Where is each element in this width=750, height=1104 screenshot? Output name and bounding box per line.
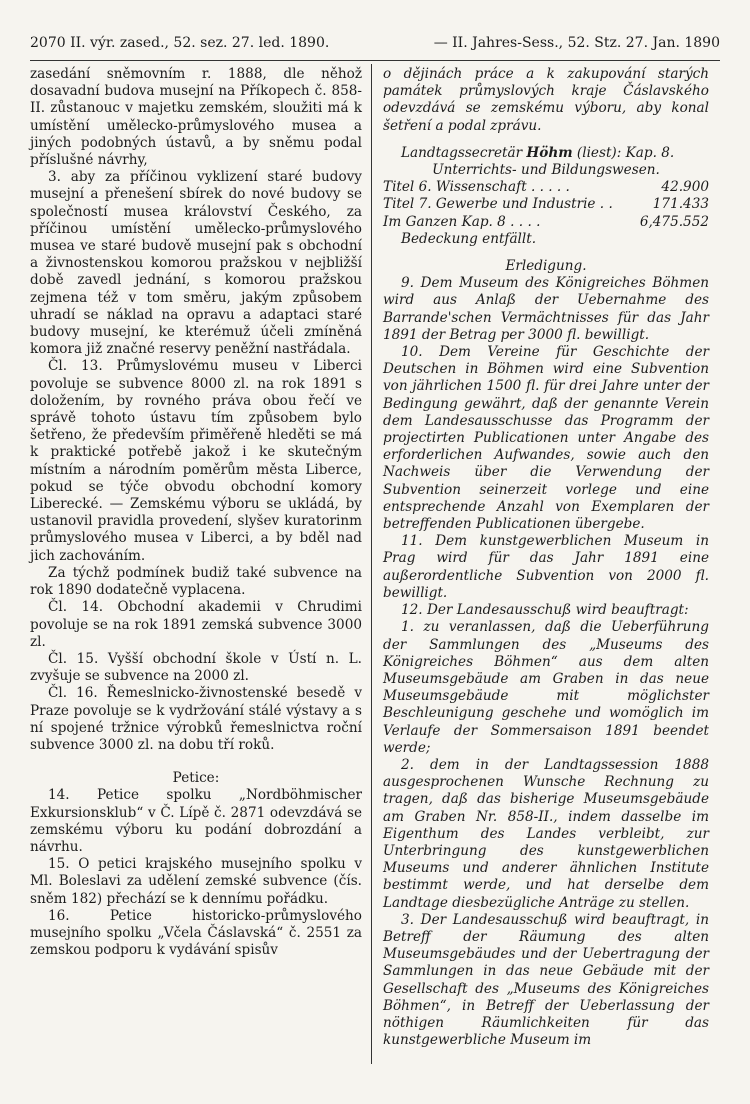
- budget-row: [383, 196, 709, 213]
- paragraph: 16. Petice historicko-průmyslového musejního spolku „Včela Čáslavská“ č. 2551 za zemskou podporu k vydávání spisův: [30, 907, 362, 959]
- budget-label: Titel 7. Gewerbe und Industrie . .: [383, 196, 613, 213]
- header-german: — II. Jahres-Sess., 52. Stz. 27. Jan. 1890: [433, 35, 720, 51]
- paragraph: 15. O petici krajského musejního spolku v Ml. Boleslavi za udělení zemské subvence (čís. sněm 182) přechází se k dennímu pořádku.: [30, 856, 362, 907]
- paragraph: 3. aby za příčinou vyklizení staré budovy musejní a přenešení sbírek do nové budovy se společností musea království Českého, za příčinou umístění umělecko-průmyslového musea ve staré budově musejní pak s obchodní a živnostenskou komorou pražskou v nejbližší době zavedl jednání, s komorou pražskou zejmena též v tom směru, jakým způsobem uhradí se náklad na opravu a adaptaci staré budovy musejní, ke kterémuž účeli zmíněná komora již značné reservy peněžní nastřádala.: [30, 169, 362, 358]
- paragraph: Čl. 16. Řemeslnicko-živnostenské besedě v Praze povoluje se k vydržování stálé výstavy a s ní spojené tržnice výrobků řemeslnictva roční subvence 3000 zl. na dobu tří roků.: [30, 685, 362, 753]
- paragraph: 2. dem in der Landtagssession 1888 ausgesprochenen Wunsche Rechnung zu tragen, daß das bisherige Museumsgebäude am Graben Nr. 858-II., indem dasselbe im Eigenthum des Landes verbleibt, zur Unterbringung des kunstgewerblichen Museums und anderer ähnlichen Institute bestimmt werde, und hat derselbe dem Landtage diesbezügliche Anträge zu stellen.: [383, 756, 709, 911]
- column-divider: [371, 64, 372, 1064]
- header-czech: 2070 II. výr. zased., 52. sez. 27. led. 1890.: [30, 35, 330, 51]
- header-rule: [30, 60, 720, 61]
- paragraph: Čl. 14. Obchodní akademii v Chrudimi povoluje se na rok 1891 zemská subvence 3000 zl.: [30, 599, 362, 650]
- paragraph: 3. Der Landesausschuß wird beauftragt, in Betreff der Räumung des alten Museumsgebäudes und der Uebertragung der Sammlungen in das neue Gebäude mit der Gesellschaft des „Museums des Königreiches Böhmen“, in Betreff der Ueberlassung der nöthigen Räumlichkeiten für das kunstgewerbliche Museum im: [383, 911, 709, 1049]
- paragraph: zasedání sněmovním r. 1888, dle něhož dosavadní budova musejní na Příkopech č. 858-II. zůstanouc v majetku zemském, sloužiti má k umístění umělecko-průmyslového musea a jiných podobných ústavů, a by sněmu podal příslušné návrhy,: [30, 66, 362, 169]
- secretary-line: [383, 145, 709, 162]
- paragraph: o dějinách práce a k zakupování starých památek průmyslových kraje Čáslavského odevzdává se zemskému výboru, aby konal šetření a podal zprávu.: [383, 66, 709, 134]
- budget-row: [383, 179, 709, 196]
- budget-value: 6,475.552: [639, 213, 709, 230]
- secretary-prefix: Landtagssecretär: [401, 144, 523, 161]
- budget-label: Im Ganzen Kap. 8 . . . .: [383, 213, 541, 230]
- paragraph: 14. Petice spolku „Nordböhmischer Exkursionsklub“ v Č. Lípě č. 2871 odevzdává se zemskému výboru ku podání dobrozdání a návrhu.: [30, 787, 362, 855]
- paragraph: Čl. 13. Průmyslovému museu v Liberci povoluje se subvence 8000 zl. na rok 1891 s doložením, by rovného práva obou řečí ve správě tohoto ústavu tím způsobem bylo šetřeno, že především přiměřeně hleděti se má k praktické potřebě jakož i ke skutečným místním a národním poměrům města Liberce, pokud se týče obvodu obchodní komory Liberecké. — Zemskému výboru se ukládá, by ustanovil pravidla provedení, slyšev kuratorinm průmyslového musea v Liberci, a by bděl nad jich zachováním.: [30, 358, 362, 564]
- budget-value: 42.900: [661, 179, 709, 196]
- left-column-czech: [30, 66, 362, 959]
- budget-row: [383, 214, 709, 231]
- paragraph: 11. Dem kunstgewerblichen Museum in Prag wird für das Jahr 1891 eine außerordentliche Subvention von 2000 fl. bewilligt.: [383, 533, 709, 601]
- page-header: [30, 34, 720, 52]
- petice-heading: Petice:: [172, 770, 220, 787]
- erledigung-heading: Erledigung.: [505, 258, 587, 275]
- secretary-suffix: (liest): Kap. 8.: [576, 144, 675, 161]
- secretary-name: Höhm: [526, 144, 573, 161]
- paragraph: Čl. 15. Vyšší obchodní škole v Ústí n. L. zvyšuje se subvence na 2000 zl.: [30, 650, 362, 685]
- paragraph: 9. Dem Museum des Königreiches Böhmen wird aus Anlaß der Uebernahme des Barrande'schen Vermächtnisses für das Jahr 1891 der Betrag per 3000 fl. bewilligt.: [383, 275, 709, 343]
- paragraph: Za týchž podmínek budiž také subvence na rok 1890 dodatečně vyplacena.: [30, 564, 362, 599]
- budget-label: Titel 6. Wissenschaft . . . . .: [383, 179, 570, 196]
- paragraph: 1. zu veranlassen, daß die Ueberführung der Sammlungen des „Museums des Königreiches Böhmen“ aus dem alten Museumsgebäude am Graben in das neue Museumsgebäude mit möglichster Beschleunigung geschehe und womöglich im Verlaufe der Sommersaison 1891 beendet werde;: [383, 619, 709, 756]
- paragraph: 12. Der Landesausschuß wird beauftragt:: [401, 602, 689, 619]
- chapter-title: Unterrichts- und Bildungswesen.: [432, 162, 660, 179]
- budget-value: 171.433: [652, 196, 709, 213]
- right-column-german: [383, 66, 709, 1049]
- budget-table: [383, 179, 709, 231]
- coverage-line: Bedeckung entfällt.: [401, 230, 537, 247]
- paragraph: 10. Dem Vereine für Geschichte der Deutschen in Böhmen wird eine Subvention von jährlichen 1500 fl. für drei Jahre unter der Bedingung gewährt, daß der genannte Verein dem Landesausschusse das Programm der projectirten Publicationen unter Angabe des erforderlichen Aufwandes, sowie auch den Nachweis über die Verwendung der Subvention seinerzeit vorlege und eine entsprechende Anzahl von Exemplaren der betreffenden Publicationen übergebe.: [383, 344, 709, 533]
